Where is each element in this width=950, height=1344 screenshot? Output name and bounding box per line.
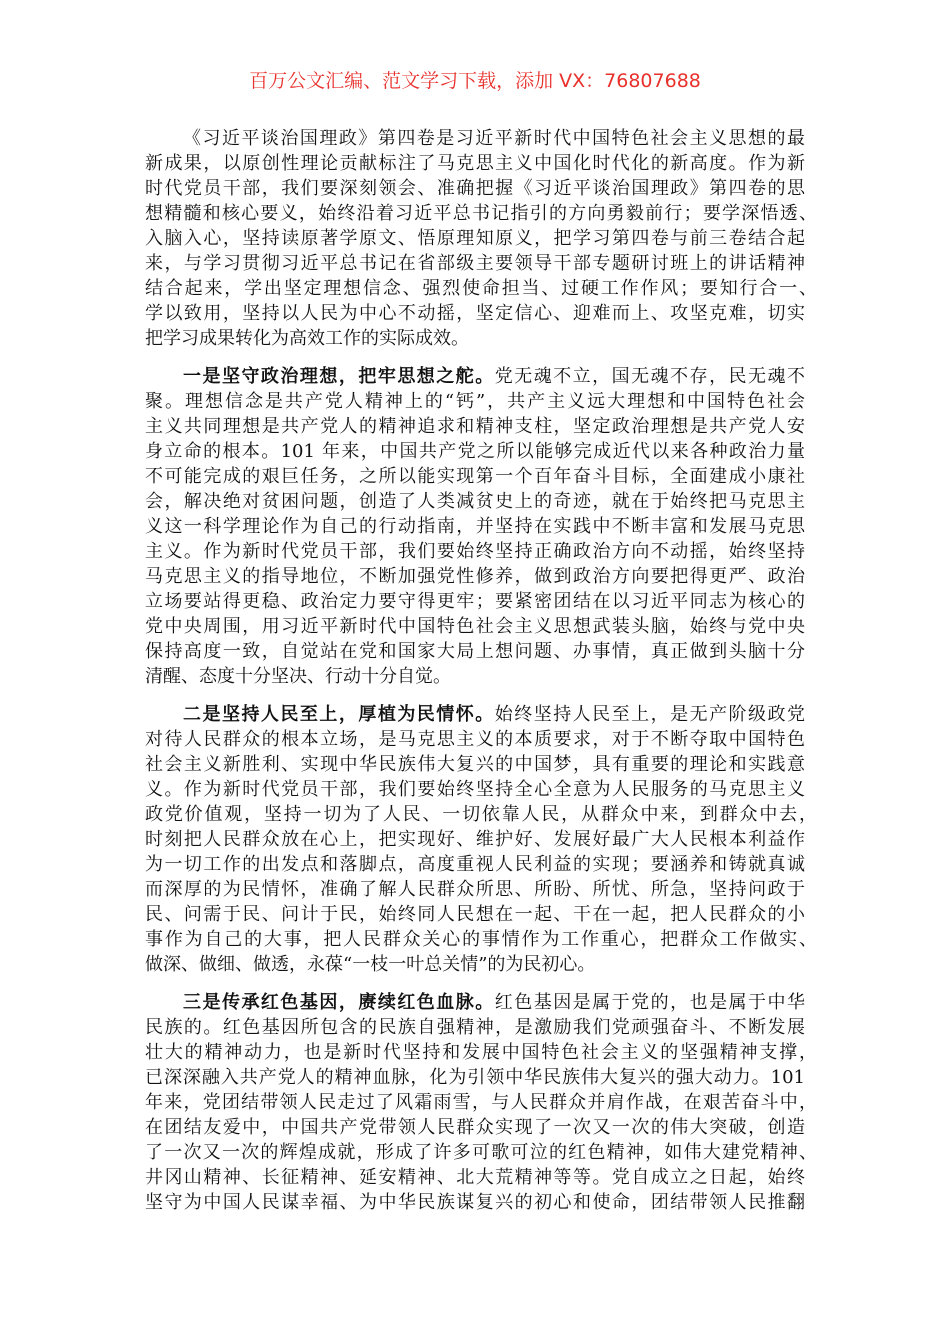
text-line — [145, 176, 805, 201]
text-line — [145, 276, 817, 301]
paragraph-4 — [145, 990, 817, 1215]
line-text: 做深、做细、做透，永葆“一枝一叶总关情”的为民初心。 — [145, 954, 596, 975]
line-text: 时刻把人民群众放在心上，把实现好、维护好、发展好最广大人民根本利益作 — [145, 829, 805, 850]
line-text: 时代党员干部，我们要深刻领会、准确把握《习近平谈治国理政》第四卷的思 — [145, 178, 805, 199]
line-text: 始终坚持人民至上，是无产阶级政党 — [494, 704, 806, 725]
line-text: 井冈山精神、长征精神、延安精神、北大荒精神等等。党自成立之日起，始终 — [145, 1167, 805, 1188]
document-body — [145, 126, 817, 1228]
line-text: 主义。作为新时代党员干部，我们要始终坚持正确政治方向不动摇，始终坚持 — [145, 541, 805, 562]
text-line — [145, 514, 805, 539]
text-line — [145, 990, 805, 1015]
text-line — [145, 301, 805, 326]
text-line — [145, 1165, 805, 1190]
text-line — [145, 439, 805, 464]
line-text: 已深深融入共产党人的精神血脉，化为引领中华民族伟大复兴的强大动力。101 — [145, 1067, 805, 1088]
text-line — [145, 902, 805, 927]
line-text: 社会主义新胜利、实现中华民族伟大复兴的中国梦，具有重要的理论和实践意 — [145, 754, 805, 775]
text-line — [145, 226, 805, 251]
line-text: 把学习成果转化为高效工作的实际成效。 — [145, 328, 469, 349]
text-line — [145, 1140, 817, 1165]
text-line — [145, 251, 805, 276]
line-text: 马克思主义的指导地位，不断加强党性修养，做到政治方向要把得更严、政治 — [145, 566, 805, 587]
text-line — [145, 1190, 805, 1215]
line-text: 《习近平谈治国理政》第四卷是习近平新时代中国特色社会主义思想的最 — [183, 128, 805, 149]
section-heading: 一是坚守政治理想，把牢思想之舵。 — [183, 366, 495, 387]
line-text: 在团结友爱中，中国共产党带领人民群众实现了一次又一次的伟大突破，创造 — [145, 1117, 805, 1138]
line-text: 义。作为新时代党员干部，我们要始终坚持全心全意为人民服务的马克思主义 — [145, 779, 805, 800]
text-line — [145, 539, 805, 564]
text-line — [145, 326, 805, 351]
text-line — [145, 927, 817, 952]
text-line — [145, 1090, 817, 1115]
text-line — [145, 852, 805, 877]
paragraph-2 — [145, 364, 805, 689]
line-text: 清醒、态度十分坚决、行动十分自觉。 — [145, 666, 451, 687]
line-text: 学以致用，坚持以人民为中心不动摇，坚定信心、迎难而上、攻坚克难，切实 — [145, 303, 805, 324]
text-line — [145, 877, 805, 902]
text-line — [145, 589, 805, 614]
line-text: 为一切工作的出发点和落脚点，高度重视人民利益的实现；要涵养和铸就真诚 — [145, 854, 805, 875]
line-text: 保持高度一致，自觉站在党和国家大局上想问题、办事情，真正做到头脑十分 — [145, 641, 805, 662]
paragraph-3 — [145, 702, 817, 977]
line-text: 年来，党团结带领人民走过了风霜雨雪，与人民群众并肩作战，在艰苦奋斗中， — [145, 1092, 817, 1113]
text-line — [145, 777, 805, 802]
section-heading: 三是传承红色基因，赓续红色血脉。 — [183, 992, 495, 1013]
line-text: 聚。理想信念是共产党人精神上的“钙”，共产主义远大理想和中国特色社会 — [145, 391, 805, 412]
line-text: 政党价值观，坚持一切为了人民、一切依靠人民，从群众中来，到群众中去， — [145, 804, 817, 825]
line-text: 党中央周围，用习近平新时代中国特色社会主义思想武装头脑，始终与党中央 — [145, 616, 805, 637]
line-text: 立场要站得更稳、政治定力要守得更牢；要紧密团结在以习近平同志为核心的 — [145, 591, 805, 612]
line-text: 了一次又一次的辉煌成就，形成了许多可歌可泣的红色精神，如伟大建党精神、 — [145, 1142, 817, 1163]
line-text: 不可能完成的艰巨任务，之所以能实现第一个百年奋斗目标，全面建成小康社 — [145, 466, 805, 487]
line-text: 事作为自己的大事，把人民群众关心的事情作为工作重心，把群众工作做实、 — [145, 929, 817, 950]
text-line — [145, 952, 805, 977]
section-heading: 二是坚持人民至上，厚植为民情怀。 — [183, 704, 495, 725]
text-line — [145, 364, 805, 389]
line-text: 红色基因是属于党的，也是属于中华 — [494, 992, 806, 1013]
line-text: 民族的。红色基因所包含的民族自强精神，是激励我们党顽强奋斗、不断发展 — [145, 1017, 805, 1038]
text-line — [145, 1115, 805, 1140]
line-text: 新成果，以原创性理论贡献标注了马克思主义中国化时代化的新高度。作为新 — [145, 153, 805, 174]
line-text: 身立命的根本。101 年来，中国共产党之所以能够完成近代以来各种政治力量 — [145, 441, 805, 462]
watermark-banner: 百万公文汇编、范文学习下载，添加 VX：76807688 — [249, 70, 701, 92]
text-line — [145, 489, 805, 514]
text-line — [145, 702, 805, 727]
text-line — [145, 389, 805, 414]
text-line — [145, 564, 805, 589]
line-text: 民、问需于民、问计于民，始终同人民想在一起、干在一起，把人民群众的小 — [145, 904, 805, 925]
text-line — [145, 1015, 805, 1040]
text-line — [145, 614, 805, 639]
text-line — [145, 802, 817, 827]
line-text: 壮大的精神动力，也是新时代坚持和发展中国特色社会主义的坚强精神支撑， — [145, 1042, 817, 1063]
line-text: 党无魂不立，国无魂不存，民无魂不 — [494, 366, 806, 387]
text-line — [145, 151, 805, 176]
line-text: 而深厚的为民情怀，准确了解人民群众所思、所盼、所忧、所急，坚持问政于 — [145, 879, 805, 900]
line-text: 会，解决绝对贫困问题，创造了人类减贫史上的奇迹，就在于始终把马克思主 — [145, 491, 805, 512]
line-text: 入脑入心，坚持读原著学原文、悟原理知原义，把学习第四卷与前三卷结合起 — [145, 228, 805, 249]
text-line — [145, 727, 805, 752]
line-text: 结合起来，学出坚定理想信念、强烈使命担当、过硬工作作风；要知行合一、 — [145, 278, 817, 299]
text-line — [145, 827, 805, 852]
line-text: 来，与学习贯彻习近平总书记在省部级主要领导干部专题研讨班上的讲话精神 — [145, 253, 805, 274]
line-text: 想精髓和核心要义，始终沿着习近平总书记指引的方向勇毅前行；要学深悟透、 — [145, 203, 817, 224]
text-line — [145, 1065, 805, 1090]
text-line — [145, 639, 805, 664]
text-line — [145, 464, 805, 489]
text-line — [145, 1040, 817, 1065]
line-text: 义这一科学理论作为自己的行动指南，并坚持在实践中不断丰富和发展马克思 — [145, 516, 805, 537]
line-text: 坚守为中国人民谋幸福、为中华民族谋复兴的初心和使命，团结带领人民推翻 — [145, 1192, 805, 1213]
text-line — [145, 752, 805, 777]
text-line — [145, 664, 805, 689]
line-text: 主义共同理想是共产党人的精神追求和精神支柱，坚定政治理想是共产党人安 — [145, 416, 805, 437]
paragraph-1 — [145, 126, 817, 351]
text-line — [145, 201, 817, 226]
text-line — [145, 126, 805, 151]
text-line — [145, 414, 805, 439]
line-text: 对待人民群众的根本立场，是马克思主义的本质要求，对于不断夺取中国特色 — [145, 729, 805, 750]
